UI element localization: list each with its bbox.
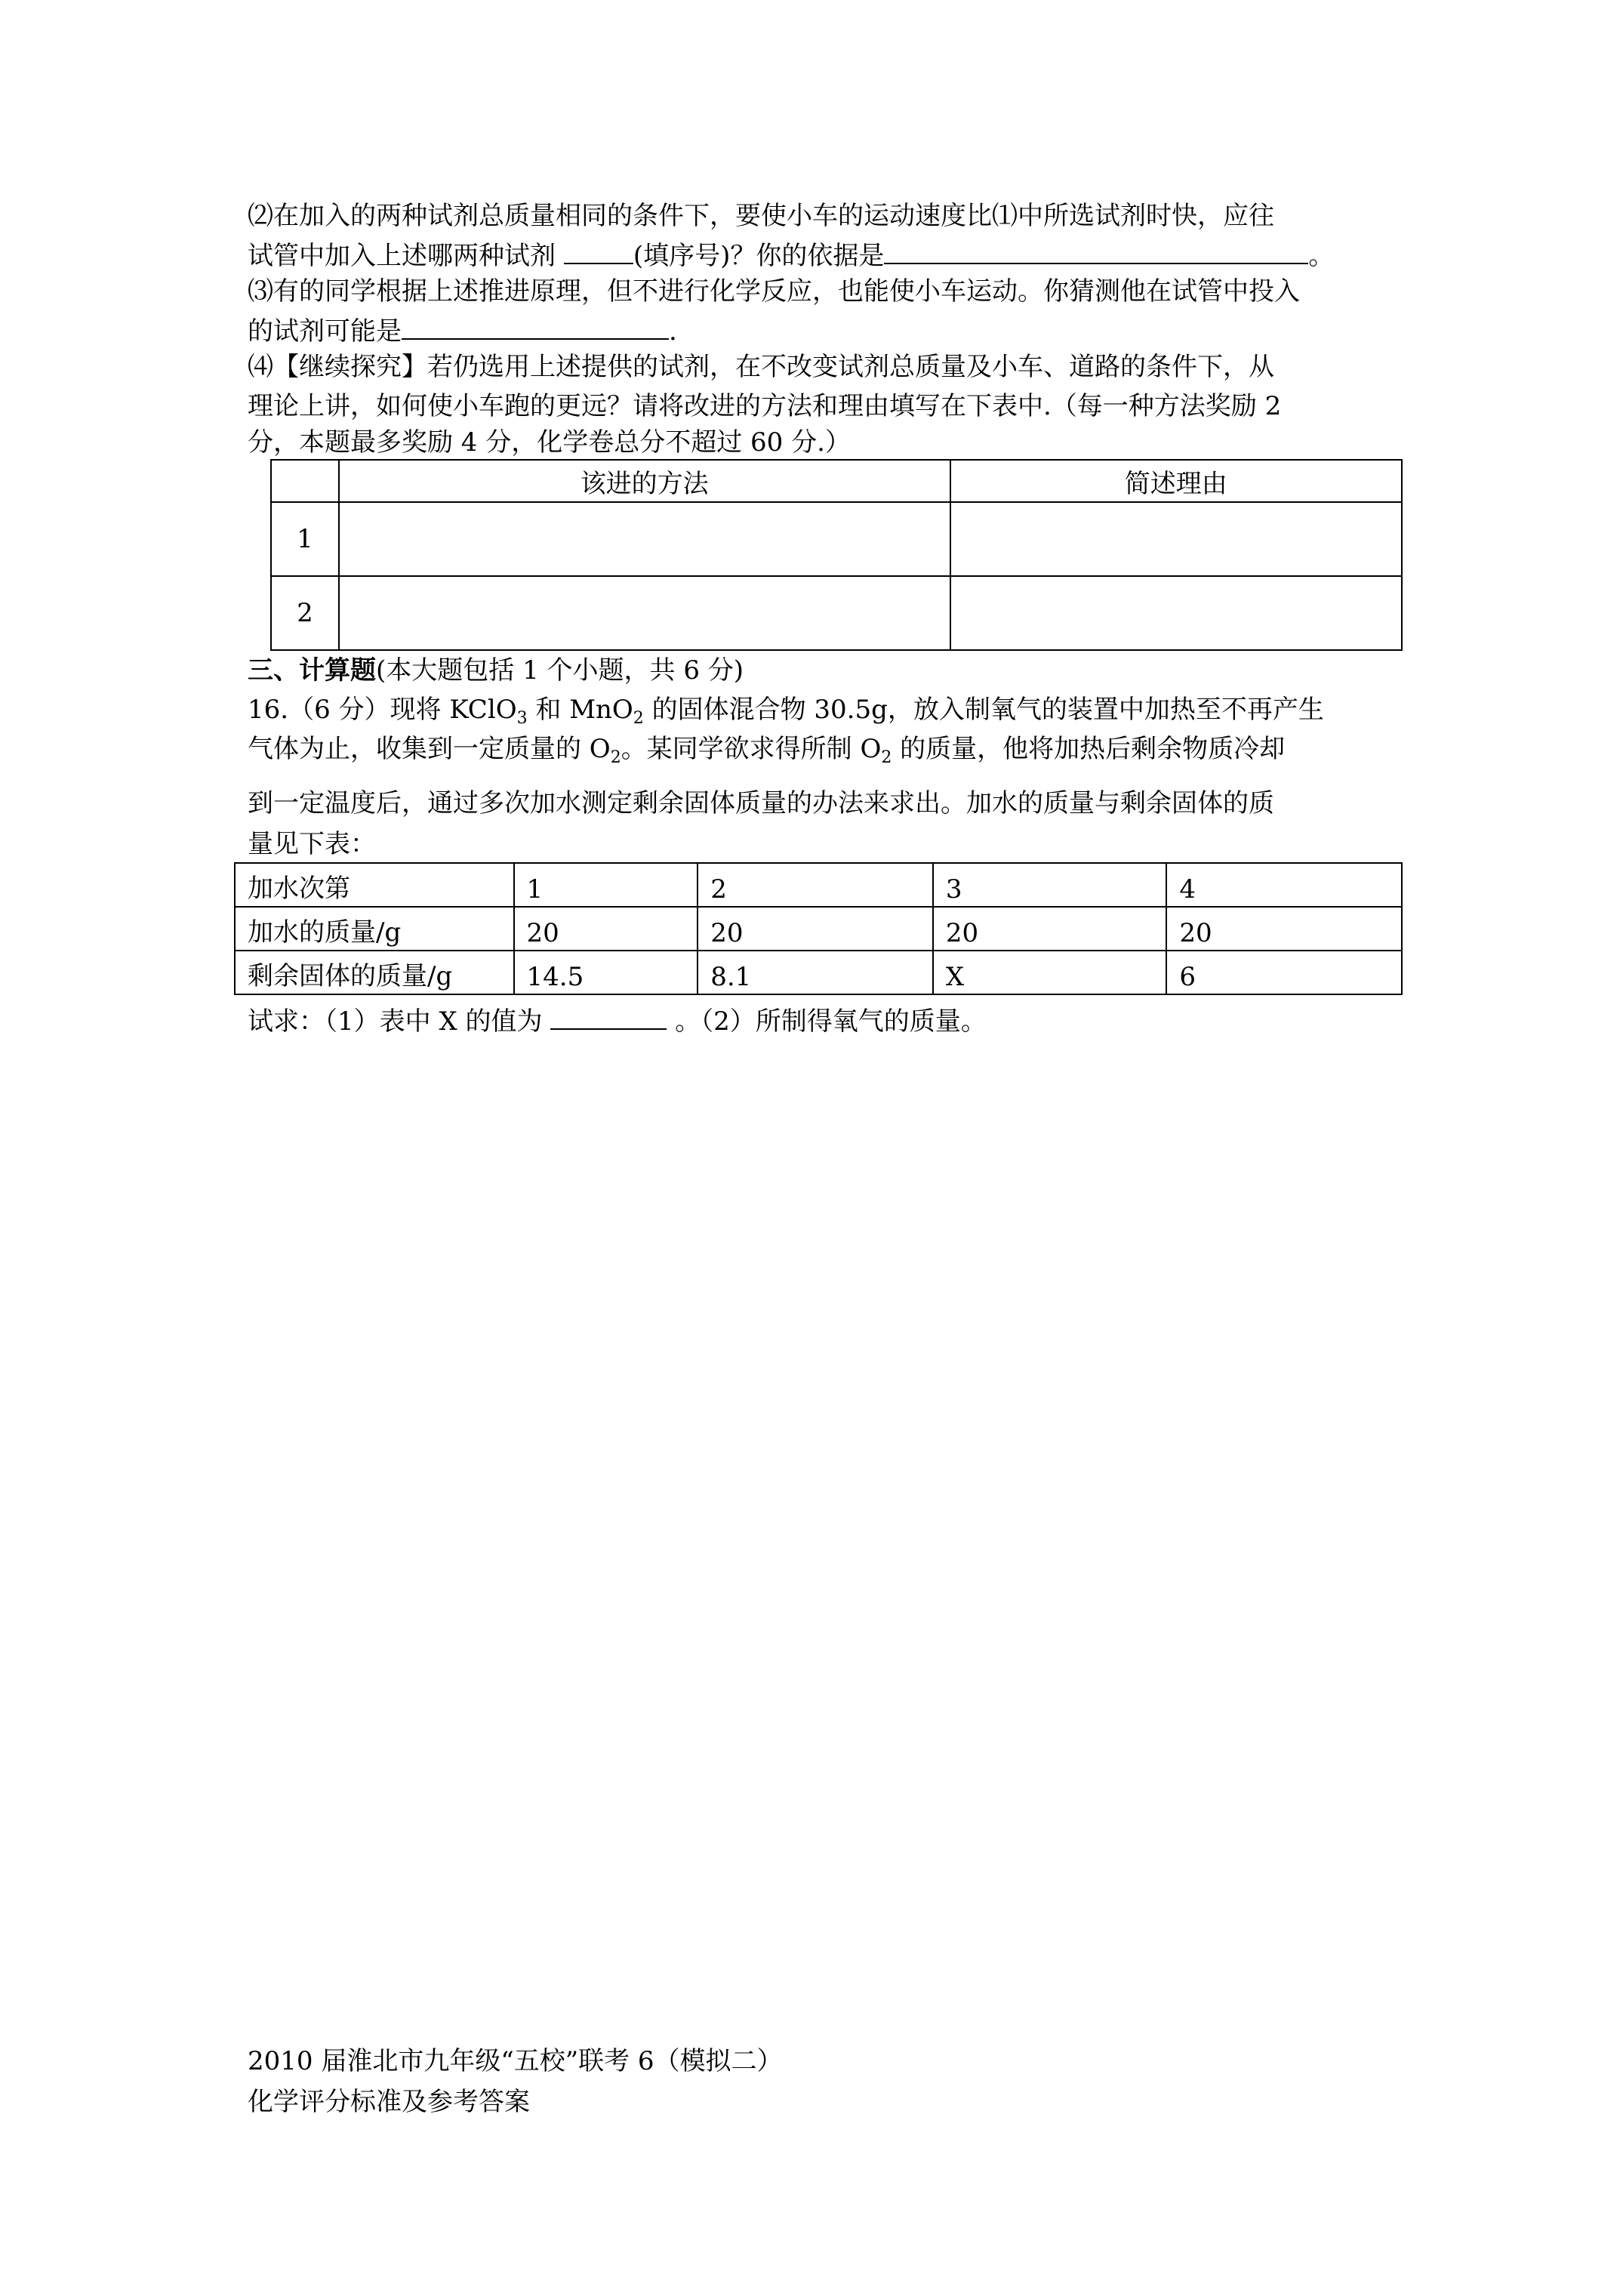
table-cell: 3: [933, 863, 1167, 907]
row-label: 剩余固体的质量/g: [235, 951, 514, 994]
q16-text: 。某同学欲求得所制 O: [621, 734, 882, 764]
q15-part3-text: 的试剂可能是: [248, 316, 402, 347]
table-header-method: 该进的方法: [339, 460, 950, 502]
q15-part4-line2: 理论上讲，如何使小车跑的更远？请将改进的方法和理由填写在下表中.（每一种方法奖励 2: [248, 391, 1282, 421]
table-header-reason: 简述理由: [950, 460, 1402, 502]
subscript: 2: [610, 748, 621, 767]
table-cell: 20: [1166, 907, 1402, 951]
q16-text: 16.（6 分）现将 KClO: [248, 695, 517, 725]
table-cell: X: [933, 951, 1167, 994]
table-cell: 8.1: [698, 951, 933, 994]
answer-blank-reagents[interactable]: [564, 240, 633, 264]
q16-line3: 到一定温度后，通过多次加水测定剩余固体质量的办法来求出。加水的质量与剩余固体的质: [248, 788, 1274, 818]
section-3-title: 三、计算题: [248, 655, 376, 686]
table-cell: 20: [698, 907, 933, 951]
water-mass-table: [234, 862, 1403, 995]
q16-ask-text: 。（2）所制得氧气的质量。: [667, 1006, 987, 1037]
answer-blank-basis[interactable]: [884, 240, 1308, 264]
reason-answer-cell[interactable]: [950, 502, 1402, 576]
table-header-cell: [271, 460, 339, 502]
q15-part2-text-b: (填序号)？你的依据是: [633, 241, 885, 271]
table-header-row: [271, 460, 1402, 502]
table-cell: 4: [1166, 863, 1402, 907]
method-answer-cell[interactable]: [339, 502, 950, 576]
footer-line1: 2010 届淮北市九年级“五校”联考 6（模拟二）: [248, 2046, 783, 2076]
section-3-note: (本大题包括 1 个小题，共 6 分): [376, 655, 744, 686]
q15-part2-text-a: 试管中加入上述哪两种试剂: [248, 241, 564, 271]
table-row: [235, 907, 1402, 951]
q15-part3-line1: ⑶有的同学根据上述推进原理，但不进行化学反应，也能使小车运动。你猜测他在试管中投入: [248, 276, 1300, 307]
q16-line4: 量见下表：: [248, 829, 376, 859]
table-cell: 6: [1166, 951, 1402, 994]
subscript: 2: [881, 748, 892, 767]
subscript: 2: [633, 709, 644, 728]
q15-part2-line2: [248, 240, 1334, 271]
q16-text: 气体为止，收集到一定质量的 O: [248, 734, 611, 764]
answer-blank-reagent-guess[interactable]: [402, 316, 669, 340]
table-row: [235, 863, 1402, 907]
q15-part2-end: 。: [1308, 241, 1335, 271]
q15-part3-end: .: [669, 316, 677, 347]
row-number: 2: [271, 576, 339, 650]
section-3-heading: [248, 655, 744, 686]
q15-part4-line1: ⑷【继续探究】若仍选用上述提供的试剂，在不改变试剂总质量及小车、道路的条件下，从: [248, 352, 1274, 382]
q15-part4-line3: 分，本题最多奖励 4 分，化学卷总分不超过 60 分.）: [248, 427, 851, 458]
table-cell: 2: [698, 863, 933, 907]
row-number: 1: [271, 502, 339, 576]
table-cell: 20: [514, 907, 698, 951]
q16-text: 的质量，他将加热后剩余物质冷却: [892, 734, 1286, 764]
table-cell: 20: [933, 907, 1167, 951]
q15-part3-line2: [248, 316, 677, 347]
improvement-table: [270, 459, 1403, 651]
q16-line1: [248, 695, 1324, 728]
table-cell: 1: [514, 863, 698, 907]
q16-ask-line: [248, 1006, 987, 1037]
row-label: 加水的质量/g: [235, 907, 514, 951]
table-cell: 14.5: [514, 951, 698, 994]
footer-line2: 化学评分标准及参考答案: [248, 2087, 530, 2117]
reason-answer-cell[interactable]: [950, 576, 1402, 650]
q15-part2-line1: ⑵在加入的两种试剂总质量相同的条件下，要使小车的运动速度比⑴中所选试剂时快，应往: [248, 201, 1274, 231]
table-row: [271, 576, 1402, 650]
row-label: 加水次第: [235, 863, 514, 907]
answer-blank-x-value[interactable]: [550, 1006, 667, 1030]
q16-text: 的固体混合物 30.5g，放入制氧气的装置中加热至不再产生: [643, 695, 1324, 725]
q16-ask-text: 试求：（1）表中 X 的值为: [248, 1006, 551, 1037]
q16-text: 和 MnO: [527, 695, 633, 725]
table-row: [271, 502, 1402, 576]
subscript: 3: [516, 709, 528, 728]
table-row: [235, 951, 1402, 994]
method-answer-cell[interactable]: [339, 576, 950, 650]
q16-line2: [248, 734, 1286, 767]
